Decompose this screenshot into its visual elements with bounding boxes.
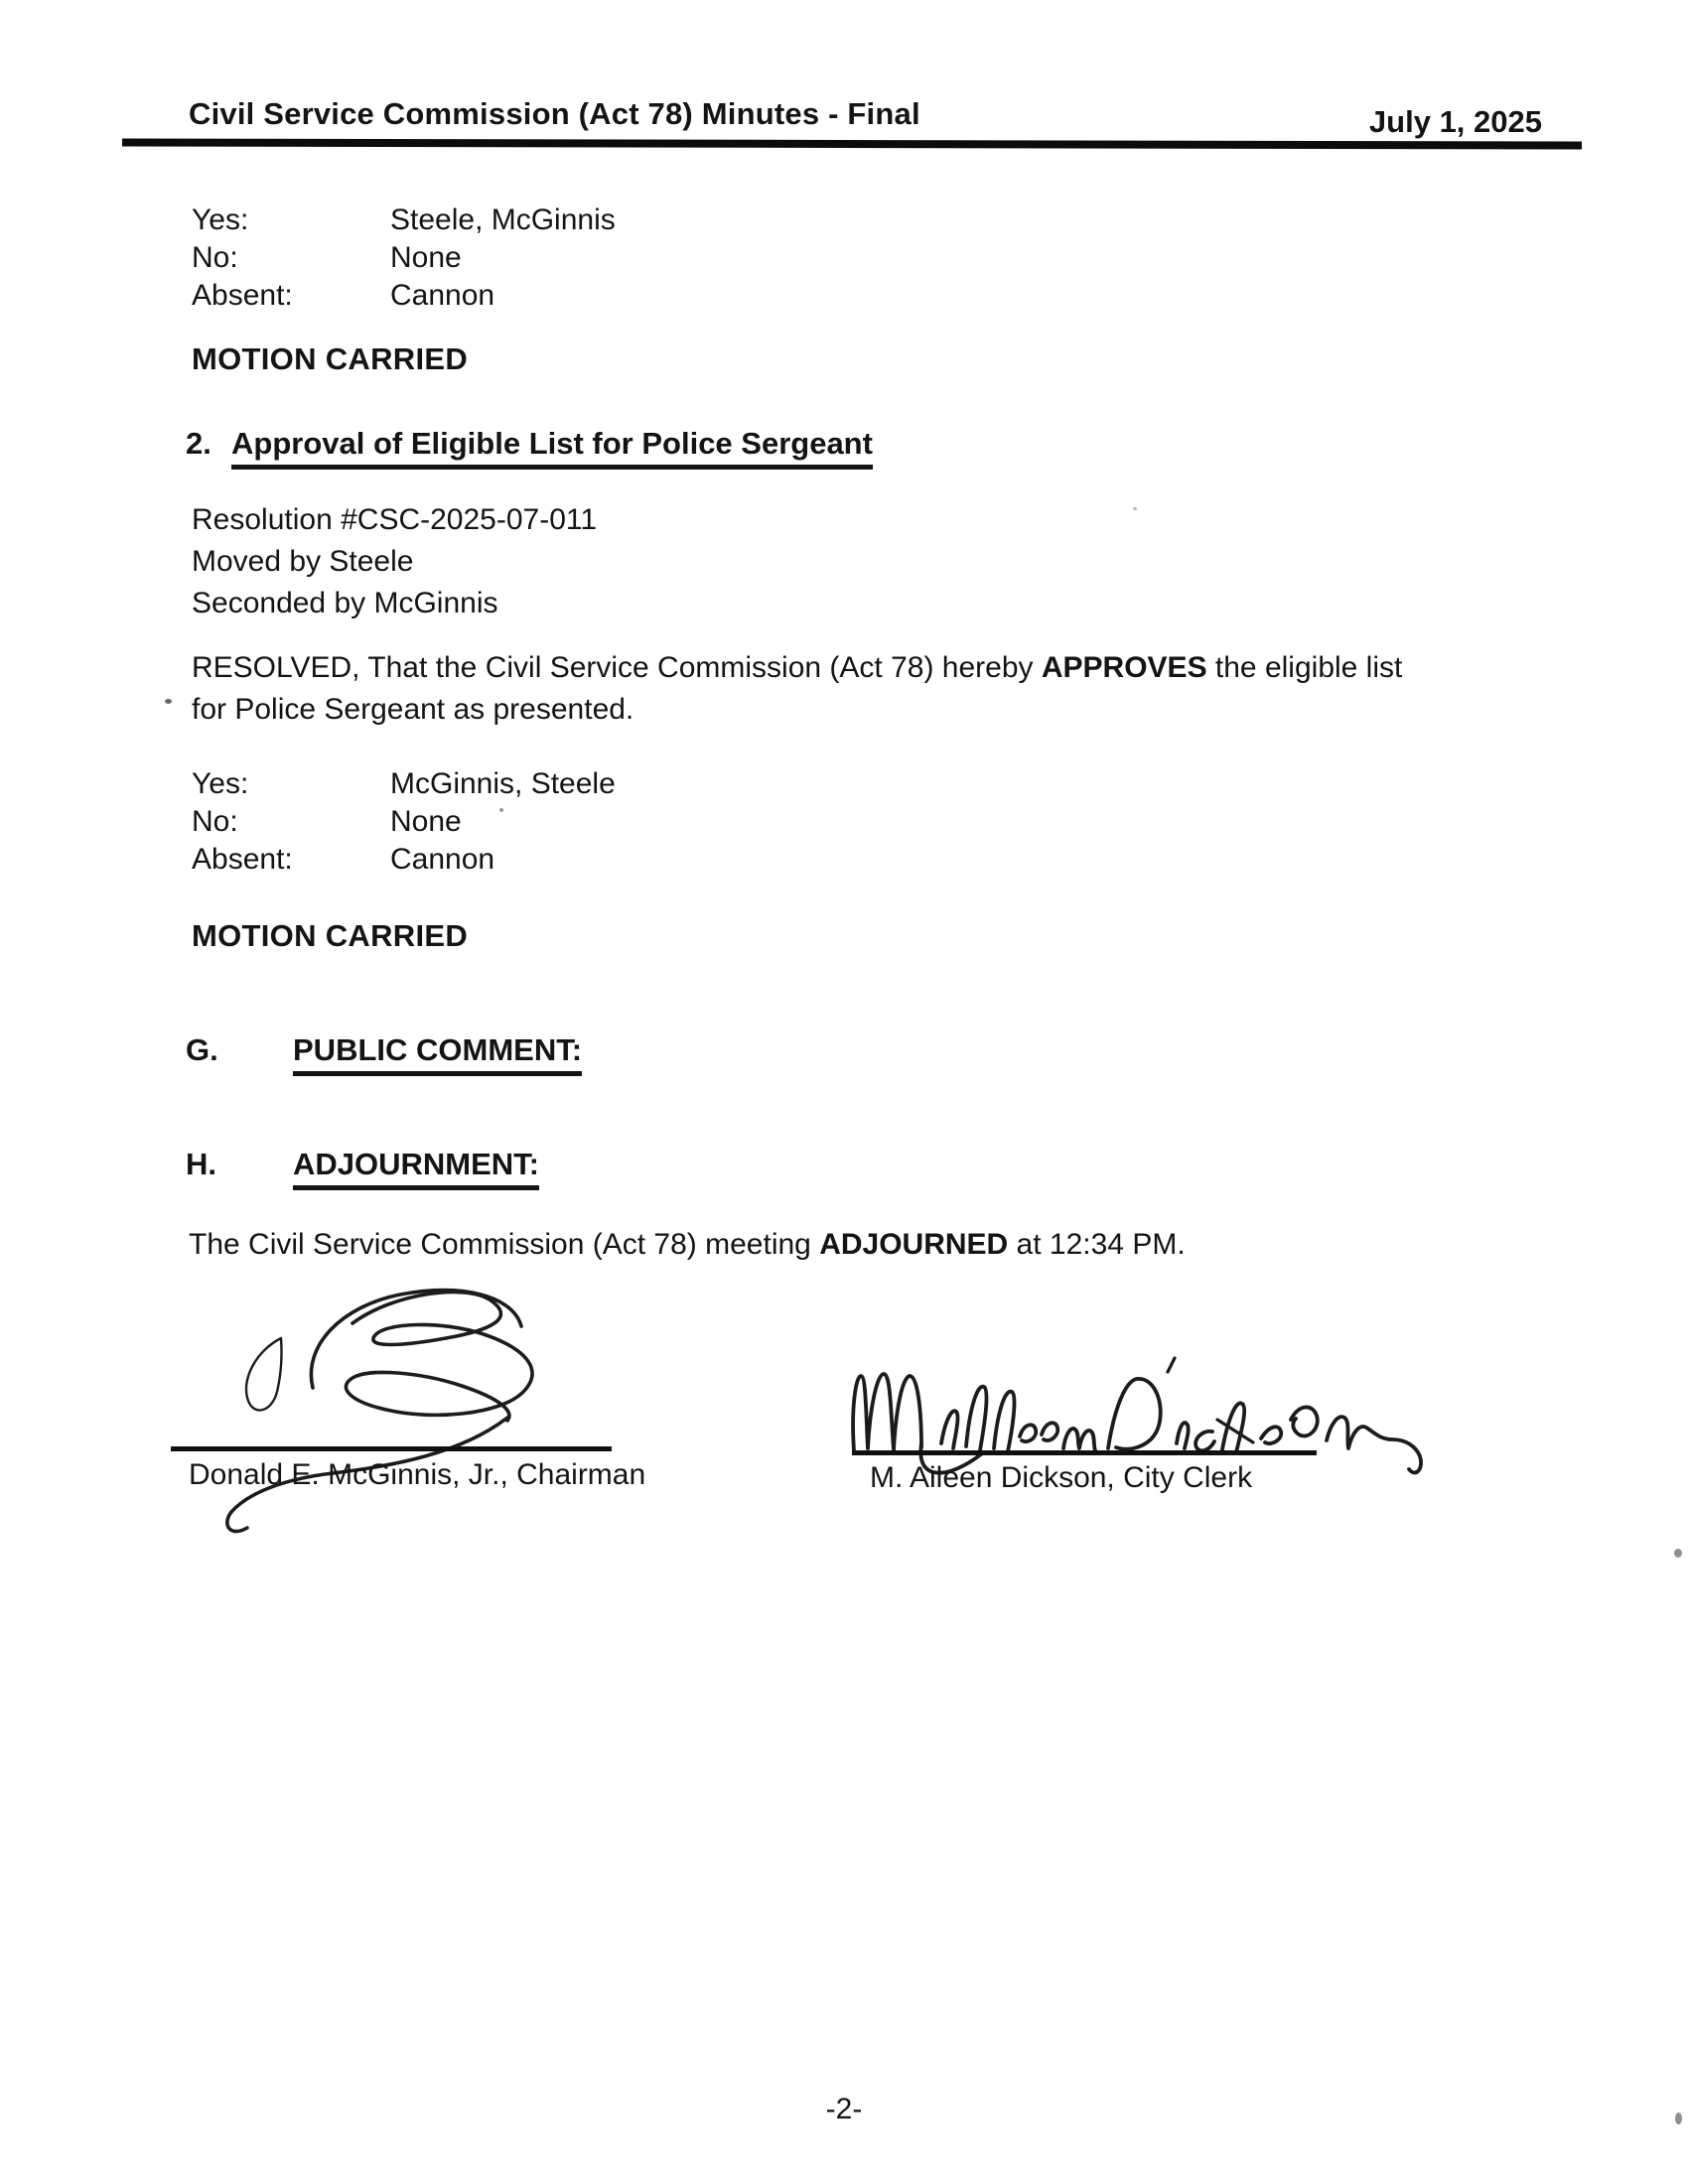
- clerk-signature-line: [852, 1450, 1317, 1455]
- scan-speck: [1674, 1549, 1682, 1558]
- agenda-item-2-heading: [186, 426, 873, 470]
- vote-label: No:: [192, 241, 238, 274]
- vote-value: None: [390, 241, 462, 274]
- item-number: 2.: [186, 426, 211, 461]
- motion-carried-2: MOTION CARRIED: [192, 918, 469, 953]
- seconded-by: Seconded by McGinnis: [192, 587, 498, 619]
- section-title: PUBLIC COMMENT:: [293, 1032, 582, 1076]
- scan-speck: [499, 808, 503, 812]
- vote-row: [192, 277, 616, 315]
- vote-label: Absent:: [192, 279, 293, 312]
- scan-speck: [165, 699, 172, 704]
- resolution-block: [192, 499, 597, 624]
- header-rule: [122, 138, 1582, 149]
- resolved-paragraph: [192, 647, 1402, 731]
- section-g-public-comment: [186, 1032, 582, 1076]
- vote-value: McGinnis, Steele: [390, 767, 616, 800]
- document-title: Civil Service Commission (Act 78) Minutes - Final: [189, 96, 920, 131]
- resolved-line-2: for Police Sergeant as presented.: [192, 693, 634, 726]
- clerk-name: M. Aileen Dickson, City Clerk: [870, 1461, 1253, 1494]
- section-title: ADJOURNMENT:: [293, 1147, 539, 1190]
- vote-value: None: [390, 805, 462, 838]
- resolution-number: Resolution #CSC-2025-07-011: [192, 503, 598, 536]
- vote-label: No:: [192, 805, 238, 838]
- item-title: Approval of Eligible List for Police Sergeant: [231, 426, 873, 470]
- vote-row: [192, 765, 616, 803]
- vote-block-2: [192, 765, 616, 879]
- resolved-line-1: RESOLVED, That the Civil Service Commission (Act 78) hereby APPROVES the eligible list: [192, 651, 1403, 684]
- vote-value: Steele, McGinnis: [390, 204, 616, 236]
- vote-row: [192, 841, 616, 879]
- vote-label: Yes:: [192, 767, 249, 800]
- adjourned-emphasis: ADJOURNED: [819, 1228, 1009, 1261]
- scan-speck: [1675, 2113, 1682, 2124]
- vote-row: [192, 803, 616, 841]
- adjournment-paragraph: The Civil Service Commission (Act 78) meeting ADJOURNED at 12:34 PM.: [189, 1228, 1186, 1261]
- vote-value: Cannon: [390, 843, 495, 876]
- vote-block-1: [192, 202, 616, 315]
- approves-emphasis: APPROVES: [1041, 651, 1207, 684]
- section-letter: G.: [186, 1032, 218, 1067]
- vote-row: [192, 239, 616, 277]
- document-date: July 1, 2025: [1368, 104, 1542, 139]
- page-number: -2-: [825, 2093, 863, 2125]
- scan-speck: [1133, 507, 1137, 510]
- vote-row: [192, 202, 616, 239]
- section-h-adjournment: [186, 1147, 539, 1190]
- section-letter: H.: [186, 1147, 216, 1181]
- vote-value: Cannon: [390, 279, 495, 312]
- mcginnis-signature-ink: [164, 1269, 640, 1557]
- chairman-name: Donald E. McGinnis, Jr., Chairman: [189, 1458, 646, 1491]
- motion-carried-1: MOTION CARRIED: [192, 341, 469, 376]
- chairman-signature-line: [171, 1446, 612, 1451]
- vote-label: Absent:: [192, 843, 293, 876]
- moved-by: Moved by Steele: [192, 545, 414, 578]
- vote-label: Yes:: [192, 204, 249, 236]
